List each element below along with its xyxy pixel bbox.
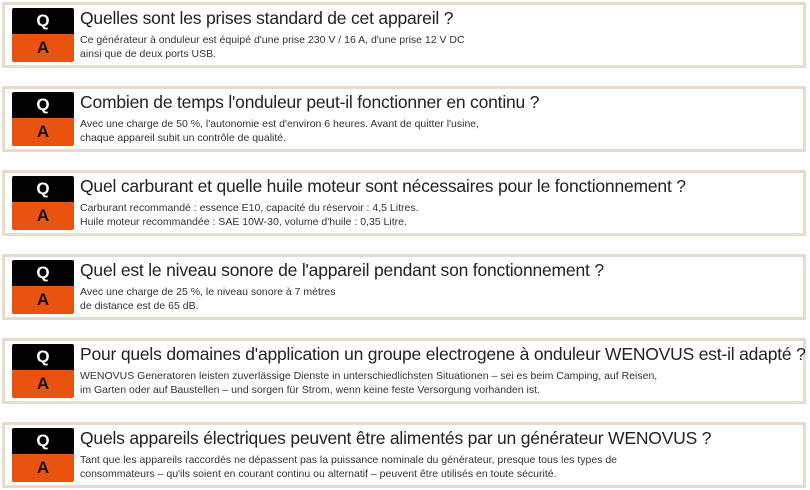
answer-badge: A	[12, 370, 74, 398]
faq-item	[2, 422, 806, 488]
faq-item	[2, 254, 806, 320]
question-text: Quelles sont les prises standard de cet appareil ?	[80, 8, 454, 28]
answer-text	[80, 285, 335, 313]
faq-item	[2, 170, 806, 236]
question-text: Combien de temps l'onduleur peut-il fonctionner en continu ?	[80, 92, 540, 112]
answer-line: ainsi que de deux ports USB.	[80, 48, 216, 60]
answer-line: Ce générateur à onduleur est équipé d'une prise 230 V / 16 A, d'une prise 12 V DC	[80, 34, 465, 46]
answer-badge: A	[12, 34, 74, 62]
question-badge: Q	[12, 176, 74, 202]
answer-line: Carburant recommandé : essence E10, capacité du réservoir : 4,5 Litres.	[80, 202, 419, 214]
answer-badge: A	[12, 118, 74, 146]
answer-badge: A	[12, 286, 74, 314]
answer-text	[80, 201, 419, 229]
answer-badge: A	[12, 202, 74, 230]
answer-line: chaque appareil subit un contrôle de qualité.	[80, 132, 287, 144]
faq-item	[2, 2, 806, 68]
answer-line: Tant que les appareils raccordés ne dépassent pas la puissance nominale du générateur, presque tous les types de	[80, 454, 618, 466]
answer-line: Huile moteur recommandée : SAE 10W-30, volume d'huile : 0,35 Litre.	[80, 216, 407, 228]
answer-text	[80, 33, 465, 61]
answer-badge: A	[12, 454, 74, 482]
answer-text	[80, 117, 479, 145]
question-badge: Q	[12, 260, 74, 286]
question-text: Pour quels domaines d'application un groupe electrogene à onduleur WENOVUS est-il adapté ?	[80, 344, 806, 364]
question-badge: Q	[12, 428, 74, 454]
answer-line: im Garten oder auf Baustellen – und sorgen für Strom, wenn keine feste Versorgung vorhanden ist.	[80, 384, 540, 396]
faq-item	[2, 86, 806, 152]
question-badge: Q	[12, 92, 74, 118]
question-badge: Q	[12, 344, 74, 370]
answer-text	[80, 453, 617, 481]
question-badge: Q	[12, 8, 74, 34]
answer-line: consommateurs – qu'ils soient en courant continu ou alternatif – peuvent être utilisés en toute sécurité.	[80, 468, 557, 480]
answer-line: Avec une charge de 25 %, le niveau sonore à 7 mètres	[80, 286, 336, 298]
question-text: Quel est le niveau sonore de l'appareil pendant son fonctionnement ?	[80, 260, 604, 280]
question-text: Quels appareils électriques peuvent être alimentés par un générateur WENOVUS ?	[80, 428, 712, 448]
answer-line: WENOVUS Generatoren leisten zuverlässige Dienste in unterschiedlichsten Situationen – sei es beim Camping, auf Reisen,	[80, 370, 658, 382]
question-text: Quel carburant et quelle huile moteur sont nécessaires pour le fonctionnement ?	[80, 176, 686, 196]
answer-line: Avec une charge de 50 %, l'autonomie est d'environ 6 heures. Avant de quitter l'usine,	[80, 118, 480, 130]
answer-text	[80, 369, 657, 397]
faq-item	[2, 338, 806, 404]
answer-line: de distance est de 65 dB.	[80, 300, 199, 312]
